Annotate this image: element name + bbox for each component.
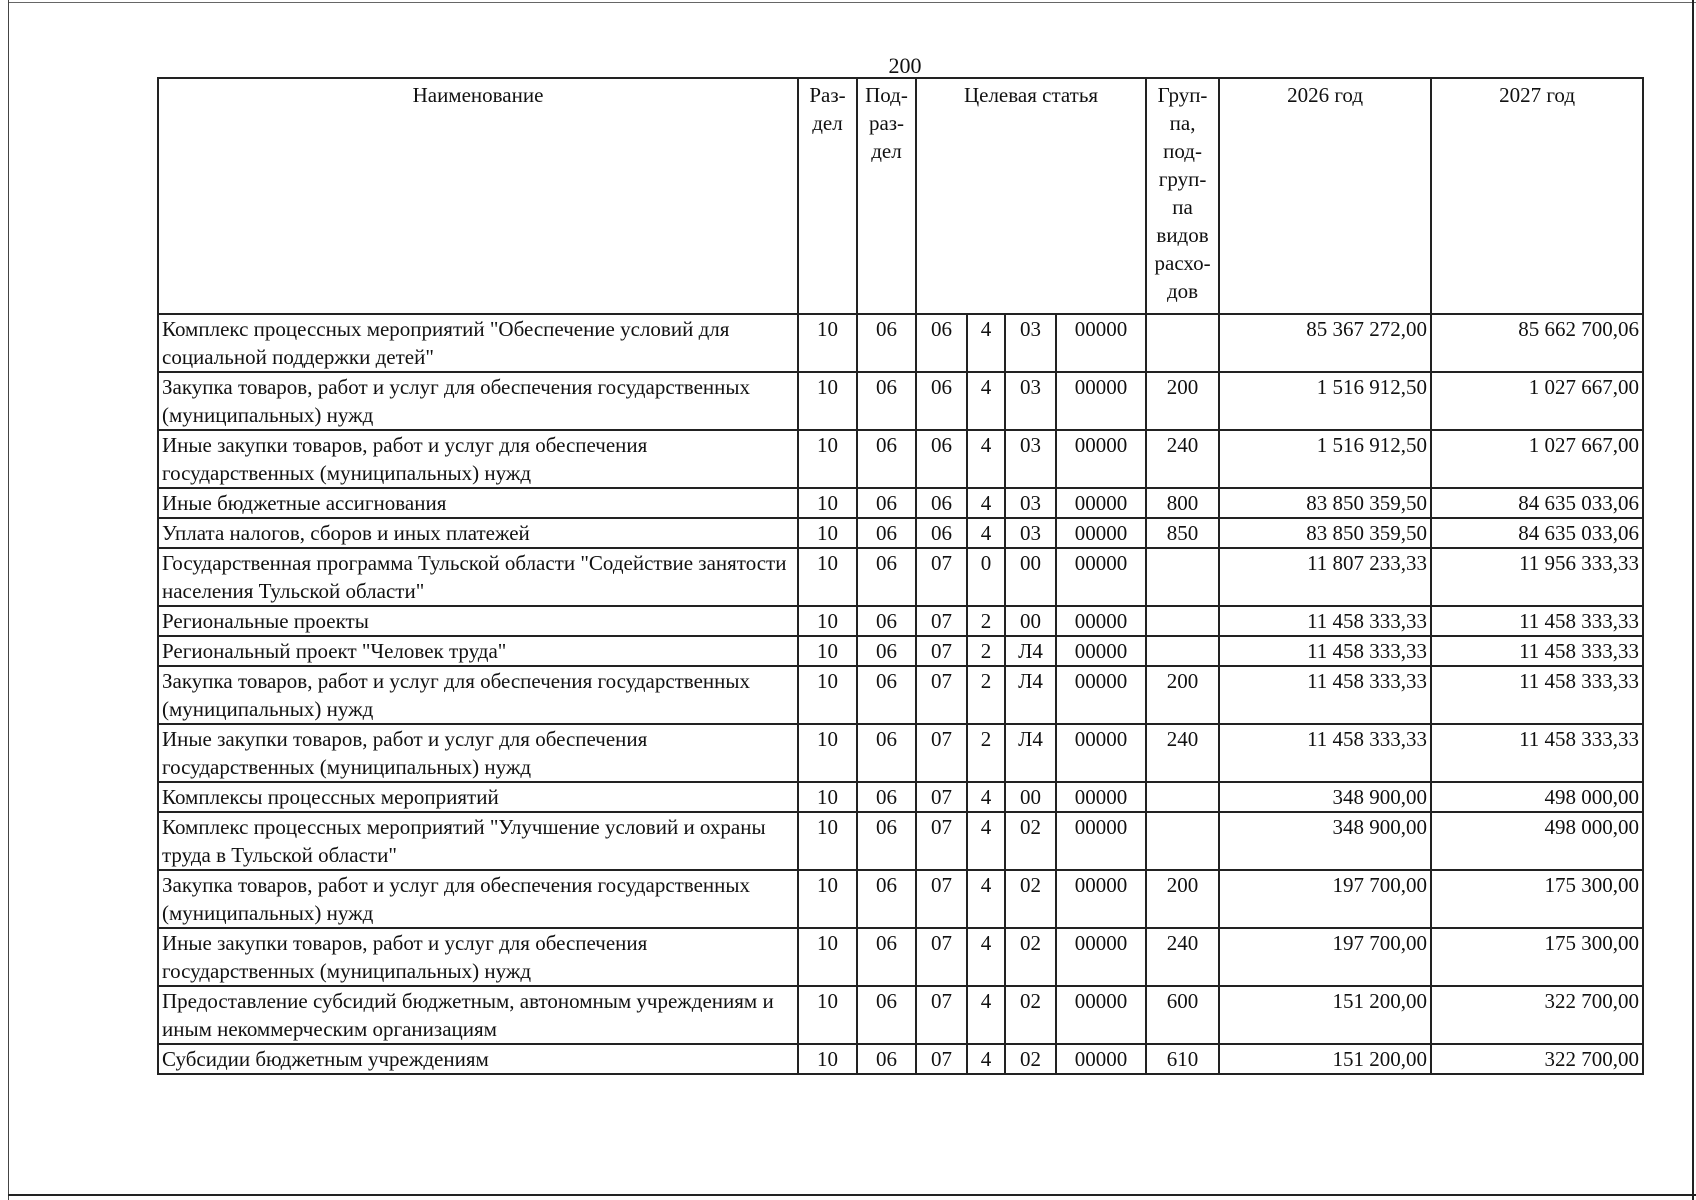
row-target-event: 00 — [1005, 606, 1056, 636]
row-expense-group — [1146, 314, 1219, 372]
row-target-subprogram: 0 — [967, 548, 1005, 606]
row-amount-2027: 11 458 333,33 — [1431, 636, 1643, 666]
row-amount-2026: 151 200,00 — [1219, 1044, 1431, 1074]
row-amount-2027: 11 458 333,33 — [1431, 606, 1643, 636]
table-row — [158, 1044, 1643, 1074]
row-razdel: 10 — [798, 372, 857, 430]
row-amount-2026: 11 458 333,33 — [1219, 636, 1431, 666]
row-expense-group: 610 — [1146, 1044, 1219, 1074]
row-razdel: 10 — [798, 548, 857, 606]
row-name: Государственная программа Тульской области "Содействие занятости населения Тульской области" — [158, 548, 798, 606]
row-target-event: 02 — [1005, 986, 1056, 1044]
row-target-event: 00 — [1005, 782, 1056, 812]
row-target-subprogram: 2 — [967, 606, 1005, 636]
row-podrazdel: 06 — [857, 548, 916, 606]
row-target-program: 07 — [916, 606, 967, 636]
table-row — [158, 666, 1643, 724]
table-row — [158, 724, 1643, 782]
row-amount-2026: 348 900,00 — [1219, 812, 1431, 870]
row-target-direction: 00000 — [1056, 314, 1146, 372]
row-target-subprogram: 2 — [967, 724, 1005, 782]
row-target-subprogram: 4 — [967, 870, 1005, 928]
row-amount-2027: 11 956 333,33 — [1431, 548, 1643, 606]
row-target-direction: 00000 — [1056, 724, 1146, 782]
row-amount-2027: 322 700,00 — [1431, 986, 1643, 1044]
row-amount-2027: 322 700,00 — [1431, 1044, 1643, 1074]
row-amount-2027: 1 027 667,00 — [1431, 430, 1643, 488]
row-name: Предоставление субсидий бюджетным, автономным учреждениям и иным некоммерческим организациям — [158, 986, 798, 1044]
row-target-direction: 00000 — [1056, 870, 1146, 928]
row-expense-group — [1146, 636, 1219, 666]
scan-edge-right — [1692, 0, 1694, 1200]
row-target-program: 07 — [916, 812, 967, 870]
row-amount-2026: 11 458 333,33 — [1219, 606, 1431, 636]
row-razdel: 10 — [798, 666, 857, 724]
row-name: Иные закупки товаров, работ и услуг для обеспечения государственных (муниципальных) нужд — [158, 430, 798, 488]
row-target-direction: 00000 — [1056, 986, 1146, 1044]
table-row — [158, 812, 1643, 870]
row-podrazdel: 06 — [857, 812, 916, 870]
row-name: Региональные проекты — [158, 606, 798, 636]
row-amount-2027: 84 635 033,06 — [1431, 488, 1643, 518]
row-amount-2027: 84 635 033,06 — [1431, 518, 1643, 548]
row-target-event: 02 — [1005, 812, 1056, 870]
row-razdel: 10 — [798, 986, 857, 1044]
row-target-event: 00 — [1005, 548, 1056, 606]
row-amount-2026: 83 850 359,50 — [1219, 488, 1431, 518]
budget-table — [157, 77, 1644, 1075]
row-target-direction: 00000 — [1056, 812, 1146, 870]
row-amount-2027: 1 027 667,00 — [1431, 372, 1643, 430]
row-target-event: Л4 — [1005, 724, 1056, 782]
row-name: Закупка товаров, работ и услуг для обеспечения государственных (муниципальных) нужд — [158, 666, 798, 724]
row-target-program: 06 — [916, 488, 967, 518]
row-target-program: 06 — [916, 372, 967, 430]
table-row — [158, 782, 1643, 812]
table-row — [158, 548, 1643, 606]
row-target-event: Л4 — [1005, 636, 1056, 666]
row-amount-2026: 1 516 912,50 — [1219, 372, 1431, 430]
row-expense-group: 600 — [1146, 986, 1219, 1044]
scan-edge-left — [8, 0, 9, 1200]
row-name: Комплексы процессных мероприятий — [158, 782, 798, 812]
row-target-event: Л4 — [1005, 666, 1056, 724]
row-razdel: 10 — [798, 1044, 857, 1074]
row-name: Закупка товаров, работ и услуг для обеспечения государственных (муниципальных) нужд — [158, 372, 798, 430]
row-target-direction: 00000 — [1056, 1044, 1146, 1074]
row-podrazdel: 06 — [857, 870, 916, 928]
header-expense-group: Груп- па, под- груп- па видов расхо- дов — [1146, 78, 1219, 314]
row-expense-group: 800 — [1146, 488, 1219, 518]
table-row — [158, 314, 1643, 372]
row-expense-group: 200 — [1146, 372, 1219, 430]
header-name: Наименование — [158, 78, 798, 314]
row-target-program: 06 — [916, 518, 967, 548]
row-amount-2026: 11 458 333,33 — [1219, 724, 1431, 782]
row-target-program: 07 — [916, 548, 967, 606]
header-year-2027: 2027 год — [1431, 78, 1643, 314]
row-amount-2027: 175 300,00 — [1431, 928, 1643, 986]
table-row — [158, 636, 1643, 666]
row-target-direction: 00000 — [1056, 928, 1146, 986]
row-name: Закупка товаров, работ и услуг для обеспечения государственных (муниципальных) нужд — [158, 870, 798, 928]
scan-edge-top — [8, 2, 1696, 3]
row-podrazdel: 06 — [857, 666, 916, 724]
row-amount-2027: 498 000,00 — [1431, 812, 1643, 870]
row-target-subprogram: 4 — [967, 928, 1005, 986]
row-target-direction: 00000 — [1056, 606, 1146, 636]
row-expense-group — [1146, 548, 1219, 606]
row-amount-2026: 197 700,00 — [1219, 928, 1431, 986]
row-expense-group: 240 — [1146, 928, 1219, 986]
table-row — [158, 870, 1643, 928]
row-target-subprogram: 4 — [967, 1044, 1005, 1074]
table-row — [158, 606, 1643, 636]
row-razdel: 10 — [798, 314, 857, 372]
row-podrazdel: 06 — [857, 314, 916, 372]
row-amount-2027: 85 662 700,06 — [1431, 314, 1643, 372]
row-target-subprogram: 4 — [967, 488, 1005, 518]
page-number: 200 — [888, 53, 922, 78]
header-razdel: Раз- дел — [798, 78, 857, 314]
row-target-event: 03 — [1005, 488, 1056, 518]
row-target-subprogram: 4 — [967, 430, 1005, 488]
row-amount-2026: 11 458 333,33 — [1219, 666, 1431, 724]
row-podrazdel: 06 — [857, 430, 916, 488]
row-razdel: 10 — [798, 606, 857, 636]
row-amount-2026: 1 516 912,50 — [1219, 430, 1431, 488]
row-amount-2026: 197 700,00 — [1219, 870, 1431, 928]
row-name: Иные закупки товаров, работ и услуг для обеспечения государственных (муниципальных) нужд — [158, 724, 798, 782]
row-target-direction: 00000 — [1056, 488, 1146, 518]
row-razdel: 10 — [798, 782, 857, 812]
table-body — [158, 314, 1643, 1074]
row-target-event: 02 — [1005, 1044, 1056, 1074]
row-target-direction: 00000 — [1056, 518, 1146, 548]
row-name: Комплекс процессных мероприятий "Обеспечение условий для социальной поддержки детей" — [158, 314, 798, 372]
row-target-direction: 00000 — [1056, 636, 1146, 666]
row-target-program: 07 — [916, 870, 967, 928]
row-amount-2026: 151 200,00 — [1219, 986, 1431, 1044]
row-target-direction: 00000 — [1056, 548, 1146, 606]
row-podrazdel: 06 — [857, 518, 916, 548]
row-target-program: 07 — [916, 928, 967, 986]
table-row — [158, 430, 1643, 488]
row-target-program: 07 — [916, 1044, 967, 1074]
row-amount-2027: 11 458 333,33 — [1431, 666, 1643, 724]
header-podrazdel: Под- раз- дел — [857, 78, 916, 314]
row-amount-2027: 498 000,00 — [1431, 782, 1643, 812]
row-target-event: 02 — [1005, 870, 1056, 928]
row-target-subprogram: 2 — [967, 666, 1005, 724]
row-expense-group: 200 — [1146, 870, 1219, 928]
table-row — [158, 372, 1643, 430]
row-podrazdel: 06 — [857, 636, 916, 666]
row-target-program: 07 — [916, 636, 967, 666]
row-name: Региональный проект "Человек труда" — [158, 636, 798, 666]
table-row — [158, 488, 1643, 518]
row-podrazdel: 06 — [857, 606, 916, 636]
row-expense-group: 850 — [1146, 518, 1219, 548]
row-target-subprogram: 4 — [967, 372, 1005, 430]
row-amount-2026: 348 900,00 — [1219, 782, 1431, 812]
row-amount-2026: 11 807 233,33 — [1219, 548, 1431, 606]
row-expense-group — [1146, 812, 1219, 870]
scan-edge-bottom — [8, 1194, 1696, 1196]
row-amount-2027: 175 300,00 — [1431, 870, 1643, 928]
row-expense-group: 240 — [1146, 430, 1219, 488]
row-target-direction: 00000 — [1056, 666, 1146, 724]
row-expense-group: 200 — [1146, 666, 1219, 724]
row-target-direction: 00000 — [1056, 782, 1146, 812]
row-amount-2026: 83 850 359,50 — [1219, 518, 1431, 548]
row-target-subprogram: 4 — [967, 314, 1005, 372]
row-podrazdel: 06 — [857, 986, 916, 1044]
row-razdel: 10 — [798, 724, 857, 782]
row-target-event: 03 — [1005, 518, 1056, 548]
row-razdel: 10 — [798, 812, 857, 870]
table-row — [158, 518, 1643, 548]
row-expense-group: 240 — [1146, 724, 1219, 782]
row-target-subprogram: 4 — [967, 782, 1005, 812]
row-target-event: 03 — [1005, 314, 1056, 372]
header-target-article: Целевая статья — [916, 78, 1146, 314]
row-razdel: 10 — [798, 636, 857, 666]
row-podrazdel: 06 — [857, 724, 916, 782]
row-razdel: 10 — [798, 430, 857, 488]
header-year-2026: 2026 год — [1219, 78, 1431, 314]
row-podrazdel: 06 — [857, 782, 916, 812]
row-expense-group — [1146, 606, 1219, 636]
row-name: Иные закупки товаров, работ и услуг для обеспечения государственных (муниципальных) нужд — [158, 928, 798, 986]
row-target-event: 03 — [1005, 372, 1056, 430]
row-name: Иные бюджетные ассигнования — [158, 488, 798, 518]
row-target-direction: 00000 — [1056, 372, 1146, 430]
row-target-program: 07 — [916, 782, 967, 812]
row-target-program: 06 — [916, 430, 967, 488]
row-target-event: 03 — [1005, 430, 1056, 488]
table-row — [158, 986, 1643, 1044]
row-razdel: 10 — [798, 870, 857, 928]
row-target-subprogram: 4 — [967, 812, 1005, 870]
row-razdel: 10 — [798, 518, 857, 548]
row-amount-2027: 11 458 333,33 — [1431, 724, 1643, 782]
row-podrazdel: 06 — [857, 488, 916, 518]
row-razdel: 10 — [798, 928, 857, 986]
row-name: Уплата налогов, сборов и иных платежей — [158, 518, 798, 548]
row-podrazdel: 06 — [857, 928, 916, 986]
row-target-event: 02 — [1005, 928, 1056, 986]
row-expense-group — [1146, 782, 1219, 812]
row-target-subprogram: 4 — [967, 986, 1005, 1044]
row-name: Комплекс процессных мероприятий "Улучшение условий и охраны труда в Тульской области" — [158, 812, 798, 870]
table-row — [158, 928, 1643, 986]
row-target-program: 07 — [916, 986, 967, 1044]
row-razdel: 10 — [798, 488, 857, 518]
row-target-direction: 00000 — [1056, 430, 1146, 488]
row-name: Субсидии бюджетным учреждениям — [158, 1044, 798, 1074]
row-podrazdel: 06 — [857, 1044, 916, 1074]
row-amount-2026: 85 367 272,00 — [1219, 314, 1431, 372]
row-target-subprogram: 2 — [967, 636, 1005, 666]
row-target-program: 06 — [916, 314, 967, 372]
row-podrazdel: 06 — [857, 372, 916, 430]
row-target-subprogram: 4 — [967, 518, 1005, 548]
row-target-program: 07 — [916, 724, 967, 782]
row-target-program: 07 — [916, 666, 967, 724]
header-row — [158, 78, 1643, 314]
